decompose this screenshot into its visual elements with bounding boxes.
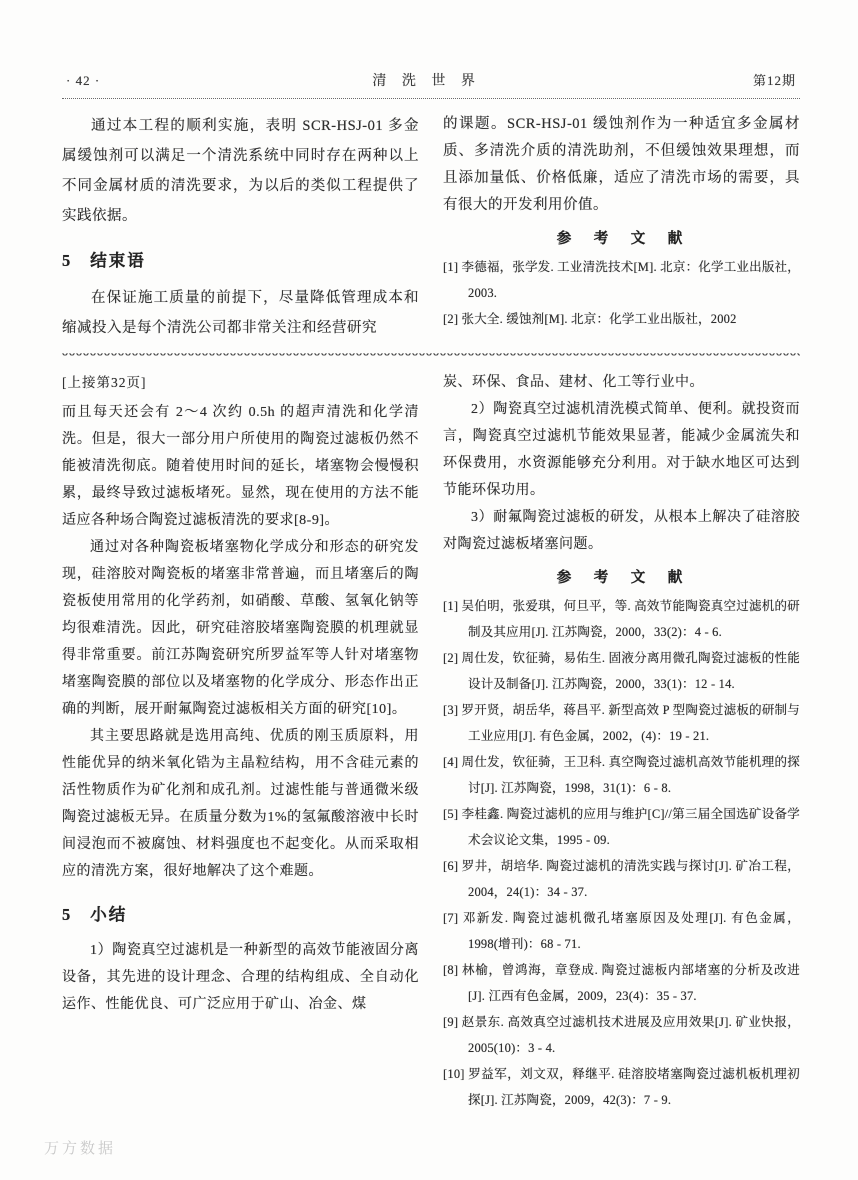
reference-item: [1] 李德福，张学发. 工业清洗技术[M]. 北京：化学工业出版社，2003.: [443, 260, 800, 300]
paragraph: 在保证施工质量的前提下，尽量降低管理成本和缩减投入是每个清洗公司都非常关注和经营研究: [62, 290, 419, 336]
upper-left-column: [62, 111, 419, 343]
paragraph: 3）耐氟陶瓷过滤板的研发，从根本上解决了硅溶胶对陶瓷过滤板堵塞问题。: [443, 510, 800, 552]
reference-item: [9] 赵景东. 高效真空过滤机技术进展及应用效果[J]. 矿业快报，2005(10)：3 - 4.: [443, 1015, 800, 1055]
references-heading: 参 考 文 献: [556, 570, 687, 586]
lower-article: [62, 369, 800, 1113]
paragraph: 通过本工程的顺利实施，表明 SCR-HSJ-01 多金属缓蚀剂可以满足一个清洗系统中同时存在两种以上不同金属材质的清洗要求，为以后的类似工程提供了实践依据。: [62, 118, 419, 224]
references-heading: 参 考 文 献: [556, 231, 687, 247]
reference-item: [6] 罗井，胡培华. 陶瓷过滤机的清洗实践与探讨[J]. 矿冶工程，2004，24(1)：34 - 37.: [443, 859, 800, 899]
reference-item: [1] 吴伯明，张爱琪，何旦平，等. 高效节能陶瓷真空过滤机的研制及其应用[J]. 江苏陶瓷，2000，33(2)：4 - 6.: [443, 599, 800, 639]
paragraph: 2）陶瓷真空过滤机清洗模式简单、便利。就投资而言，陶瓷真空过滤机节能效果显著，能减少金属流失和环保费用，水资源能够充分利用。对于缺水地区可达到节能环保功用。: [443, 402, 800, 498]
paragraph: 的课题。SCR-HSJ-01 缓蚀剂作为一种适宜多金属材质、多清洗介质的清洗助剂，不但缓蚀效果理想，而且添加量低、价格低廉，适应了清洗市场的需要，具有很大的开发利用价值。: [443, 116, 800, 213]
header-divider: [62, 98, 800, 99]
heading-number: 5: [62, 905, 73, 924]
reference-item: [3] 罗开贤，胡岳华，蒋昌平. 新型高效 P 型陶瓷过滤板的研制与工业应用[J]. 有色金属，2002，(4)：19 - 21.: [443, 703, 800, 743]
upper-article: [62, 111, 800, 343]
paragraph: 炭、环保、食品、建材、化工等行业中。: [443, 375, 704, 390]
reference-item: [2] 周仕发，钦征骑，易佑生. 固液分离用微孔陶瓷过滤板的性能设计及制备[J]. 江苏陶瓷，2000，33(1)：12 - 14.: [443, 651, 800, 691]
paragraph: 1）陶瓷真空过滤机是一种新型的高效节能液固分离设备，其先进的设计理念、合理的结构组成、全自动化运作、性能优良、可广泛应用于矿山、冶金、煤: [62, 943, 419, 1012]
section-heading-summary: [62, 901, 419, 925]
reference-item: [5] 李桂鑫. 陶瓷过滤机的应用与维护[C]//第三届全国选矿设备学术会议论文集，1995 - 09.: [443, 807, 800, 847]
heading-number: 5: [62, 251, 73, 270]
paragraph: 其主要思路就是选用高纯、优质的刚玉质原料，用性能优异的纳米氧化锆为主晶粒结构，用不含硅元素的活性物质作为矿化剂和成孔剂。过滤性能与普通微米级陶瓷过滤板无异。在质量分数为1%的氢氟酸溶液中长时间浸泡而不被腐蚀、材料强度也不起变化。从而采取相应的清洗方案，很好地解决了这个难题。: [62, 729, 419, 879]
continued-from-tag: [上接第32页]: [62, 375, 147, 390]
reference-item: [7] 邓新发. 陶瓷过滤机微孔堵塞原因及处理[J]. 有色金属，1998(增刊)：68 - 71.: [443, 911, 800, 951]
reference-item: [2] 张大全. 缓蚀剂[M]. 北京：化学工业出版社，2002: [443, 312, 737, 326]
section-heading-conclusion: [62, 247, 419, 271]
issue-label: 第12期: [752, 73, 796, 88]
reference-item: [4] 周仕发，钦征骑，王卫科. 真空陶瓷过滤机高效节能机理的探讨[J]. 江苏陶瓷，1998，31(1)：6 - 8.: [443, 755, 800, 795]
paragraph: 而且每天还会有 2～4 次约 0.5h 的超声清洗和化学清洗。但是，很大一部分用户所使用的陶瓷过滤板仍然不能被清洗彻底。随着使用时间的延长，堵塞物会慢慢积累，最终导致过滤板堵死。显然，现在使用的方法不能适应各种场合陶瓷过滤板清洗的要求[8-9]。: [62, 405, 419, 528]
page-number: · 42 ·: [66, 73, 101, 88]
upper-right-column: [443, 111, 800, 343]
heading-text: 结束语: [90, 251, 146, 270]
paragraph: 通过对各种陶瓷板堵塞物化学成分和形态的研究发现，硅溶胶对陶瓷板的堵塞非常普遍，而且堵塞后的陶瓷板使用常用的化学药剂，如硝酸、草酸、氢氧化钠等均很难清洗。因此，研究硅溶胶堵塞陶瓷膜的机理就显得非常重要。前江苏陶瓷研究所罗益军等人针对堵塞物堵塞陶瓷膜的部位以及堵塞物的化学成分、形态作出正确的判断，展开耐氟陶瓷过滤板相关方面的研究[10]。: [62, 540, 419, 717]
heading-text: 小结: [90, 905, 128, 924]
reference-item: [8] 林榆，曾鸿海，章登成. 陶瓷过滤板内部堵塞的分析及改进[J]. 江西有色金属，2009，23(4)：35 - 37.: [443, 963, 800, 1003]
reference-item: [10] 罗益军，刘文双，释继平. 硅溶胶堵塞陶瓷过滤机板机理初探[J]. 江苏陶瓷，2009，42(3)：7 - 9.: [443, 1067, 800, 1107]
article-separator-squiggle: [62, 353, 800, 359]
wanfang-watermark: 万方数据: [44, 1141, 117, 1157]
journal-title: 清 洗 世 界: [372, 74, 481, 89]
page-header: [62, 70, 800, 98]
lower-right-column: [443, 369, 800, 1113]
lower-left-column: [62, 369, 419, 1113]
